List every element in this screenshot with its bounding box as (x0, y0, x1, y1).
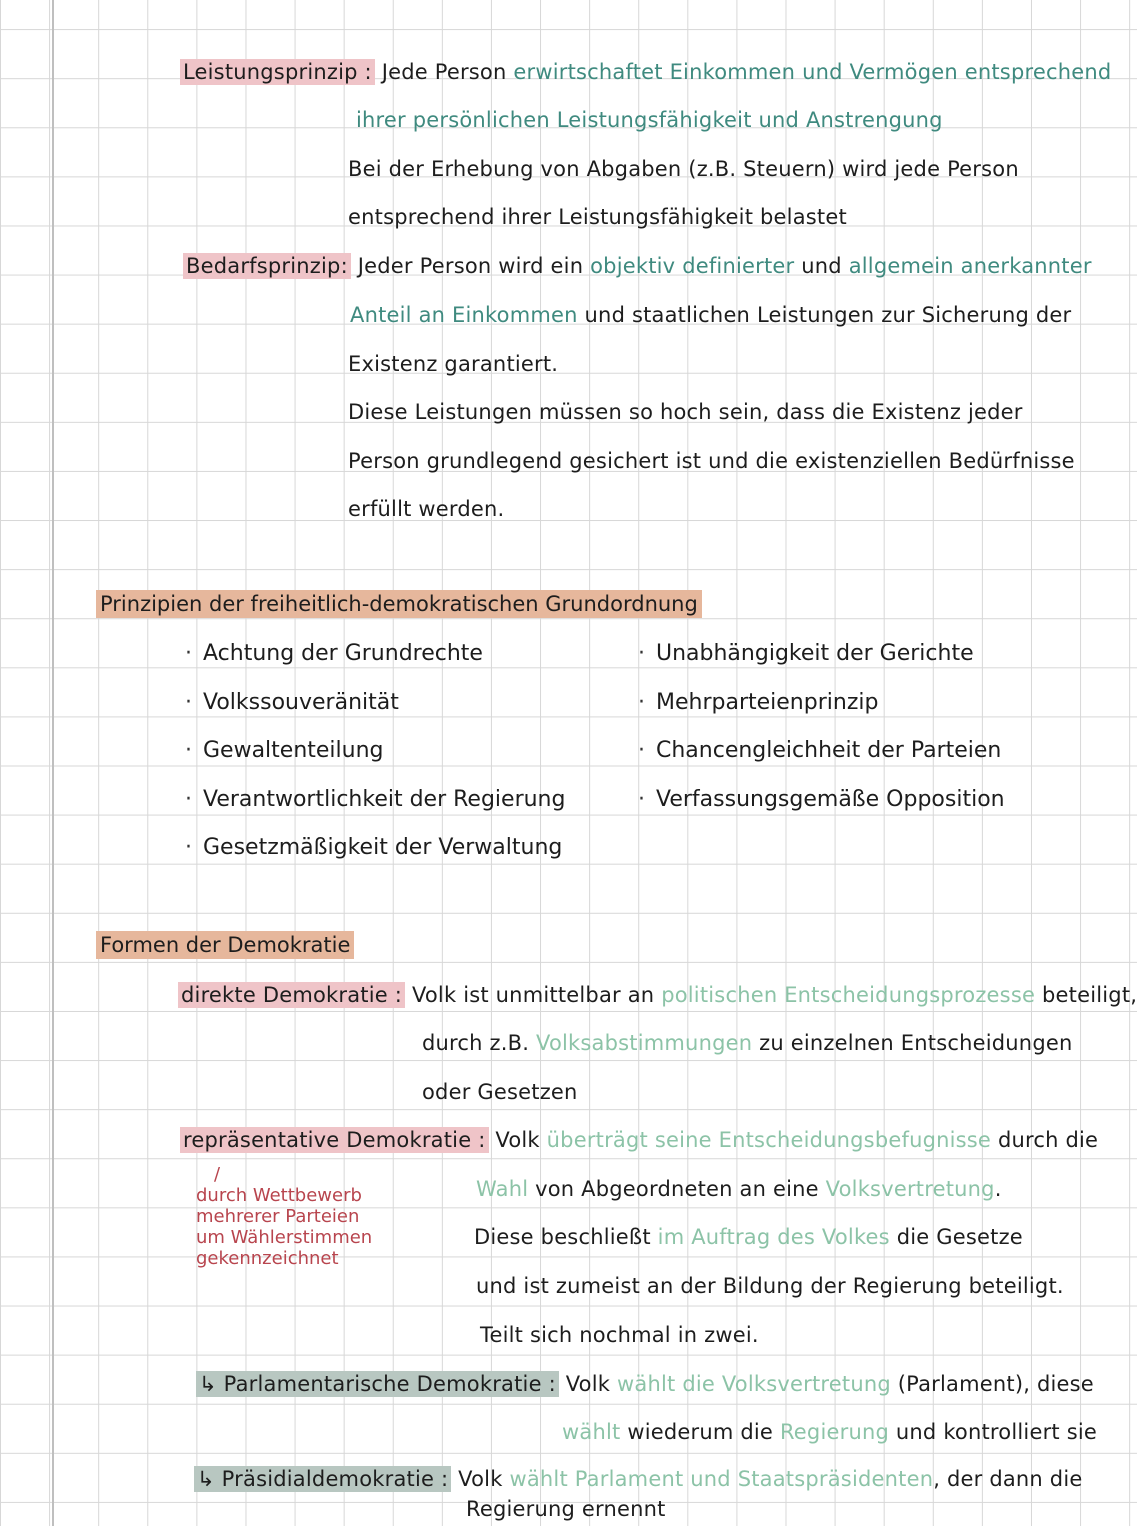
praesidial-label: ↳ Präsidialdemokratie : (194, 1466, 451, 1492)
text: Jede Person (381, 60, 507, 84)
prinzipien-heading: Prinzipien der freiheitlich-demokratischen Grundordnung (96, 590, 702, 618)
text-green: objektiv definierter (590, 254, 795, 278)
text: Volk (458, 1467, 503, 1491)
text: die Gesetze (896, 1225, 1023, 1249)
bedarfsprinzip-line-4: Diese Leistungen müssen so hoch sein, dass die Existenz jeder (348, 400, 1023, 424)
side-note-line: um Wählerstimmen (196, 1227, 373, 1248)
text-lightgreen: wählt (562, 1420, 621, 1444)
text: durch die (997, 1128, 1099, 1152)
praesidial-line-1 (194, 1464, 1083, 1494)
list-item: · Chancengleichheit der Parteien (638, 727, 1005, 776)
text-lightgreen: Volksvertretung (825, 1177, 995, 1201)
repraesentativ-line-2 (476, 1174, 1002, 1204)
leistungsprinzip-line-4: entsprechend ihrer Leistungsfähigkeit belastet (348, 205, 847, 229)
direkte-line-3: oder Gesetzen (422, 1080, 578, 1104)
parlamentarisch-line-2 (562, 1417, 1097, 1447)
text: durch z.B. (422, 1031, 530, 1055)
text-lightgreen: überträgt seine Entscheidungsbefugnisse (546, 1128, 992, 1152)
text: Jeder Person wird ein (357, 254, 584, 278)
bedarfsprinzip-line-2 (350, 300, 1071, 330)
list-item: · Verfassungsgemäße Opposition (638, 776, 1005, 825)
text: Volk ist unmittelbar an (411, 983, 655, 1007)
text: zu einzelnen Entscheidungen (759, 1031, 1073, 1055)
list-item: · Mehrparteienprinzip (638, 679, 1005, 728)
text-lightgreen: wählt die Volksvertretung (617, 1372, 891, 1396)
prinzipien-left-list (185, 630, 565, 873)
leistungsprinzip-line-2: ihrer persönlichen Leistungsfähigkeit und Anstrengung (356, 108, 943, 132)
text: beteiligt, (1041, 983, 1137, 1007)
list-item: · Unabhängigkeit der Gerichte (638, 630, 1005, 679)
side-note-line: durch Wettbewerb (196, 1185, 362, 1206)
text: wiederum die (627, 1420, 774, 1444)
list-item: · Volkssouveränität (185, 679, 565, 728)
margin-line (52, 0, 54, 1526)
text-lightgreen: politischen Entscheidungsprozesse (661, 983, 1036, 1007)
repraesentativ-line-1 (180, 1125, 1098, 1155)
bedarfsprinzip-line-3: Existenz garantiert. (348, 352, 559, 376)
list-item: · Gesetzmäßigkeit der Verwaltung (185, 824, 565, 873)
text: (Parlament), diese (897, 1372, 1094, 1396)
text-green: erwirtschaftet Einkommen und Vermögen entsprechend (513, 60, 1112, 84)
text-lightgreen: wählt Parlament und Staatspräsidenten (509, 1467, 934, 1491)
direkte-line-1 (178, 980, 1137, 1010)
side-note (196, 1164, 372, 1269)
praesidial-line-2: Regierung ernennt (466, 1497, 666, 1521)
list-item: · Verantwortlichkeit der Regierung (185, 776, 565, 825)
text-lightgreen: Volksabstimmungen (536, 1031, 753, 1055)
repraesentativ-line-4: und ist zumeist an der Bildung der Regierung beteiligt. (476, 1274, 1064, 1298)
leistungsprinzip-line-1 (180, 57, 1111, 87)
bedarfsprinzip-line-1 (183, 251, 1092, 281)
text-green: allgemein anerkannter (848, 254, 1092, 278)
bedarfsprinzip-label: Bedarfsprinzip: (183, 253, 351, 279)
list-item: · Achtung der Grundrechte (185, 630, 565, 679)
text: und kontrolliert sie (895, 1420, 1098, 1444)
bedarfsprinzip-line-6: erfüllt werden. (348, 497, 505, 521)
text-green: Anteil an Einkommen (350, 303, 578, 327)
text: und staatlichen Leistungen zur Sicherung der (584, 303, 1072, 327)
formen-heading: Formen der Demokratie (96, 931, 354, 959)
prinzipien-right-list (638, 630, 1005, 824)
leistungsprinzip-label: Leistungsprinzip : (180, 59, 375, 85)
parlamentarisch-label: ↳ Parlamentarische Demokratie : (196, 1371, 559, 1397)
text-lightgreen: Wahl (476, 1177, 529, 1201)
list-item: · Gewaltenteilung (185, 727, 565, 776)
text-lightgreen: Regierung (779, 1420, 889, 1444)
direkte-line-2 (422, 1028, 1072, 1058)
text: Volk (565, 1372, 611, 1396)
parlamentarisch-line-1 (196, 1369, 1094, 1399)
side-note-line: / (214, 1164, 221, 1185)
bedarfsprinzip-line-5: Person grundlegend gesichert ist und die existenziellen Bedürfnisse (348, 449, 1075, 473)
text: von Abgeordneten an eine (535, 1177, 819, 1201)
text: , der dann die (933, 1467, 1083, 1491)
repraesentativ-line-3 (474, 1222, 1023, 1252)
text: Diese beschließt (474, 1225, 651, 1249)
side-note-line: mehrerer Parteien (196, 1206, 360, 1227)
text: und (801, 254, 842, 278)
leistungsprinzip-line-3: Bei der Erhebung von Abgaben (z.B. Steuern) wird jede Person (348, 157, 1019, 181)
repraesentativ-line-5: Teilt sich nochmal in zwei. (480, 1323, 759, 1347)
text-lightgreen: im Auftrag des Volkes (657, 1225, 890, 1249)
side-note-line: gekennzeichnet (196, 1248, 339, 1269)
text: Volk (495, 1128, 540, 1152)
direkte-label: direkte Demokratie : (178, 982, 405, 1008)
repraesentativ-label: repräsentative Demokratie : (180, 1127, 489, 1153)
text: . (994, 1177, 1002, 1201)
